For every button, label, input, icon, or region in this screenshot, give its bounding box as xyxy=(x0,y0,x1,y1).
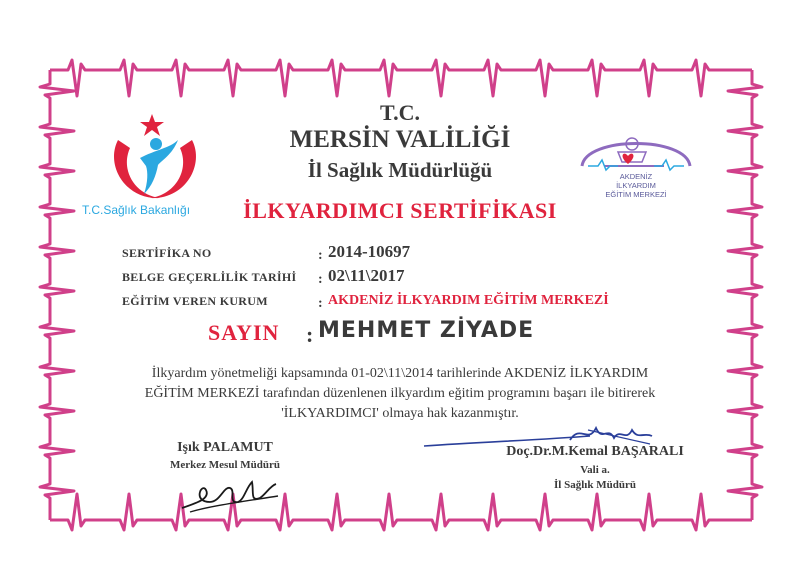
salutation: SAYIN xyxy=(208,320,280,345)
header-governorship: MERSİN VALİLİĞİ xyxy=(289,126,511,153)
right-signatory-role-1: Vali a. xyxy=(580,464,610,476)
right-signatory-role-2: İl Sağlık Müdürü xyxy=(554,479,636,491)
ecg-border-bottom xyxy=(50,494,752,530)
recipient-name: MEHMET ZİYADE xyxy=(318,318,535,343)
left-signatory xyxy=(130,440,320,471)
ecg-border-top xyxy=(50,60,752,96)
cert-no-value: 2014-10697 xyxy=(328,242,411,261)
body-line-1: İlkyardım yönetmeliği kapsamında 01-02\11\2014 tarihlerinde AKDENİZ İLKYARDIM xyxy=(151,366,649,381)
certificate-body-text xyxy=(120,364,680,424)
ecg-border-left xyxy=(40,70,74,520)
center-logo-line2: İLKYARDIM xyxy=(616,181,656,190)
center-logo-line3: EĞİTİM MERKEZİ xyxy=(605,190,667,199)
body-line-3: 'İLKYARDIMCI' olmaya hak kazanmıştır. xyxy=(281,406,519,421)
health-ministry-caption: T.C.Sağlık Bakanlığı xyxy=(82,203,191,217)
validity-colon: : xyxy=(318,272,323,287)
header-health-directorate: İl Sağlık Müdürlüğü xyxy=(307,158,493,182)
ecg-border-right xyxy=(728,70,762,520)
right-signatory xyxy=(470,444,720,491)
cert-no-colon: : xyxy=(318,248,323,263)
crescent-star-icon xyxy=(100,110,210,205)
recipient-colon: : xyxy=(306,322,314,347)
institution-value: AKDENİZ İLKYARDIM EĞİTİM MERKEZİ xyxy=(328,293,609,308)
left-signatory-role: Merkez Mesul Müdürü xyxy=(170,459,280,471)
body-line-2: EĞİTİM MERKEZİ tarafından düzenlenen ilkyardım eğitim programını başarı ile bitirerek xyxy=(144,386,656,401)
header-tc: T.C. xyxy=(380,100,420,125)
cert-no-label: SERTİFİKA NO xyxy=(122,246,212,260)
center-logo-line1: AKDENİZ xyxy=(619,172,653,181)
institution-colon: : xyxy=(318,296,323,311)
left-signature xyxy=(180,472,280,514)
right-signatory-name: Doç.Dr.M.Kemal BAŞARALI xyxy=(506,444,684,459)
institution-label: EĞİTİM VEREN KURUM xyxy=(122,294,268,308)
health-ministry-logo xyxy=(100,110,210,205)
validity-value: 02\11\2017 xyxy=(328,266,405,285)
validity-label: BELGE GEÇERLİLİK TARİHİ xyxy=(122,270,297,284)
certificate-title: İLKYARDIMCI SERTİFİKASI xyxy=(243,198,557,223)
left-signatory-name: Işık PALAMUT xyxy=(177,440,273,455)
